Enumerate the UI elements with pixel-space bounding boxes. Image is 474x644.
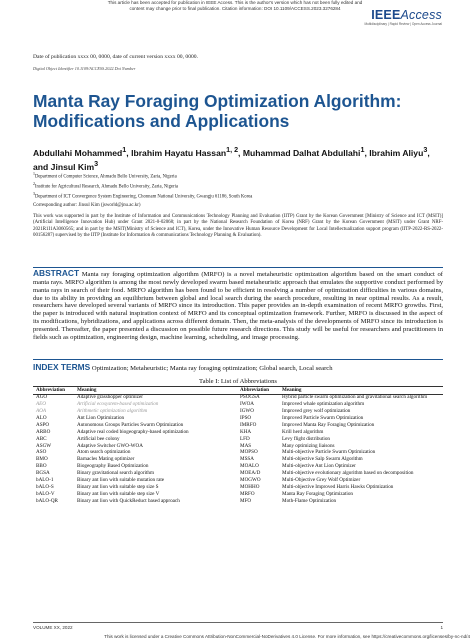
affiliation-sup: 2 xyxy=(33,181,35,186)
meaning-cell: Improved Particle Swarm Optimization xyxy=(282,414,364,421)
abbreviation-cell: AGO xyxy=(36,394,48,401)
abbreviation-cell: MOEA/D xyxy=(240,470,261,477)
abbreviation-cell: bALO-S xyxy=(36,483,54,490)
abbreviation-cell: MRFO xyxy=(240,490,255,497)
logo-ieee: IEEE xyxy=(371,8,401,22)
abbreviation-cell: ALO xyxy=(36,414,47,421)
accepted-notice-line2: content may change prior to final publication. Citation information: DOI 10.1109/ACCESS.2023.3276284 xyxy=(129,6,341,11)
abbreviation-cell: ABC xyxy=(36,435,47,442)
meaning-cell: Binary ant lion with suitable mutation rate xyxy=(77,476,165,483)
affiliations xyxy=(33,171,443,201)
table-body xyxy=(33,395,443,505)
author-name: Abdullahi Mohammed xyxy=(33,147,123,158)
abbreviation-cell: BBO xyxy=(36,463,47,470)
paper-title: Manta Ray Foraging Optimization Algorithm: Modifications and Applications xyxy=(33,91,402,131)
author-name: Muhammad Dalhat Abdullahi xyxy=(242,147,361,158)
affiliation-item xyxy=(33,181,443,191)
logo-wordmark xyxy=(365,8,442,22)
accepted-notice xyxy=(100,0,370,12)
corresponding-author: Corresponding author: Jinsul Kim (jsworld@jnu.ac.kr) xyxy=(33,203,141,208)
footer-rule xyxy=(33,622,443,623)
abbreviation-cell: bALO-1 xyxy=(36,476,54,483)
publication-date: Date of publication xxxx 00, 0000, date of current version xxxx 00, 0000. xyxy=(33,54,198,60)
meaning-cell: Artificial bee colony xyxy=(77,435,120,442)
abbreviation-cell: MOALO xyxy=(240,463,259,470)
table-row xyxy=(33,409,443,415)
meaning-cell: Krill herd algorithm xyxy=(282,428,324,435)
table-header-row xyxy=(33,387,443,394)
row-spacer xyxy=(33,504,443,505)
page-number: 1 xyxy=(440,625,443,630)
affiliation-item xyxy=(33,171,443,181)
meaning-cell: Moth-Flame Optimization xyxy=(282,497,337,504)
abbreviation-cell: ARBO xyxy=(36,428,51,435)
meaning-cell: Binary ant lion with suitable step size S xyxy=(77,483,159,490)
abbreviation-cell: bALO-V xyxy=(36,490,55,497)
meaning-cell: Biogeography Based Optimization xyxy=(77,463,149,470)
abbreviation-cell: IGWO xyxy=(240,408,254,415)
meaning-cell: Improved grey wolf optimization xyxy=(282,408,351,415)
table-row xyxy=(33,416,443,422)
meaning-cell: Improved whale optimization algorithm xyxy=(282,401,365,408)
abbreviation-cell: MOGWO xyxy=(240,476,261,483)
accepted-notice-line1: This article has been accepted for publication in IEEE Access. This is the author's version which has not been fully edited and xyxy=(107,0,363,5)
abbreviation-cell: MFO xyxy=(240,497,252,504)
index-terms-text: Optimization; Metaheuristic; Manta ray foraging optimization; Global search, Local search xyxy=(91,365,333,372)
table-row xyxy=(33,499,443,505)
header-abbreviation: Abbreviation xyxy=(36,387,66,393)
author-name: Ibrahim Aliyu xyxy=(369,147,424,158)
abbreviation-cell: KHA xyxy=(240,428,252,435)
logo-tagline: Multidisciplinary | Rapid Review | Open Access Journal xyxy=(364,22,442,26)
author-sup: 3 xyxy=(94,159,99,168)
author-name: Jinsul Kim xyxy=(50,161,95,172)
abstract-label: ABSTRACT xyxy=(33,268,80,278)
author-sup: 1 xyxy=(360,146,365,154)
section-divider-bottom xyxy=(33,359,443,360)
table-row xyxy=(33,437,443,443)
affiliation-text: Department of ICT Convergence System Engineering, Chonnam National University, Gwangju 61186, South Korea xyxy=(34,194,253,200)
meaning-cell: Autonomous Groups Particles Swarm Optimization xyxy=(77,421,184,428)
meaning-cell: Adaptive real coded biogeography-based optimization xyxy=(77,428,189,435)
funding-statement: This work was supported in part by the Institute of Information and Communications Technology Planning and Evaluation (IITP) Grant by the Korean Government [Ministry of Science and ICT (MSIT)] (Artificial Intelligence Innovation Hub) under Grant 2021-0-02068; in part by the National Research Foundation of Korea (NRF) Grant by the Korean Government (MSIT) under Grant NRF-2021R1I1A3060565; and in part by the MSIT(Ministry of Science and ICT), Korea, under the Innovative Human Resource Development for Local Intellectualization support program (IITP-2022-RS-2022-00156287) supervised by the IITP (Institute for Information & communications Technology Planning & Evaluation). xyxy=(33,214,443,238)
index-terms xyxy=(33,363,443,373)
header-abbreviation: Abbreviation xyxy=(240,387,270,393)
meaning-cell: Barnacles Mating optimizer xyxy=(77,456,135,463)
abbreviation-cell: IWOA xyxy=(240,401,254,408)
abbreviation-cell: BMO xyxy=(36,456,48,463)
logo-access: Access xyxy=(400,8,442,22)
table-row xyxy=(33,423,443,429)
meaning-cell: Binary ant lion with suitable step size V xyxy=(77,490,160,497)
table-row xyxy=(33,430,443,436)
meaning-cell: Multi-objective evolutionary algorithm based on decomposition xyxy=(282,470,414,477)
abbreviation-cell: IPSO xyxy=(240,414,252,421)
author-sup: 1 xyxy=(122,146,127,154)
abbreviation-cell: MAS xyxy=(240,442,252,449)
index-terms-label: INDEX TERMS xyxy=(33,362,91,372)
meaning-cell: Multi-objective Particle Swarm Optimization xyxy=(282,449,376,456)
meaning-cell: Levy flight distribution xyxy=(282,435,330,442)
abbreviation-cell: LFD xyxy=(240,435,250,442)
table-caption: Table I: List of Abbreviations xyxy=(199,378,277,385)
meaning-cell: Multi-objective Ant Lion Optimizer xyxy=(282,463,356,470)
doi-line: Digital Object Identifier 10.1109/ACCESS.2022.Doi Number xyxy=(33,66,136,71)
abbreviation-cell: PSOGSA xyxy=(240,394,260,401)
affiliation-text: Institute for Agricultural Research, Ahmadu Bello University, Zaria, Nigeria xyxy=(34,184,178,190)
meaning-cell: Atom search optimization xyxy=(77,449,131,456)
abstract xyxy=(33,270,443,342)
abbreviation-cell: BGSA xyxy=(36,470,50,477)
abbreviation-cell: bALO-QR xyxy=(36,497,58,504)
author-sup: 1, 2 xyxy=(226,146,239,154)
meaning-cell: Manta Ray Foraging Optimization xyxy=(282,490,353,497)
license-notice: This work is licensed under a Creative Commons Attribution-NonCommercial-NoDerivatives 4.0 License. For more information, see https://creativecommons.org/licenses/by-nc-nd/4 xyxy=(104,634,470,639)
abbreviations-table xyxy=(33,386,443,506)
table-row xyxy=(33,478,443,484)
header-meaning: Meaning xyxy=(77,387,97,393)
abbreviation-cell: MSSA xyxy=(240,456,255,463)
ieee-access-logo xyxy=(365,8,442,26)
meaning-cell: Adaptive Switcher GWO-WOA xyxy=(77,442,143,449)
affiliation-item xyxy=(33,191,443,201)
abbreviation-cell: ASGW xyxy=(36,442,52,449)
abbreviation-cell: MOHHO xyxy=(240,483,260,490)
header-meaning: Meaning xyxy=(282,387,302,393)
meaning-cell: Adaptive grasshopper optimizer xyxy=(77,394,143,401)
meaning-cell: Improved Manta Ray Foraging Optimization xyxy=(282,421,375,428)
abstract-text: Manta ray foraging optimization algorithm (MRFO) is a novel metaheuristic optimization algorithm based on the smart conduct of manta rays. MRFO algorithm is among the most newly developed swarm based metaheuristic approach that emulates the supportive conduct performed by manta rays in search of their food. MRFO algorithm has been found to be efficient in resolving a number of optimization difficulties in various domains, due to its ability in providing an equilibrium between global and local search during the search procedure, resulting in near optimal results. As a result, researchers have developed several variants of MRFO since its introduction. This paper provides an in-depth examination of recent MRFO growths. First, the paper is introduced with natural inspiration context of MRFO and its conceptual optimization framework. Further, MRFO is discussed in the aspect of its modifications, hybridizations, and applications across different domain. Then, the meta-analysis of the developments of MRFO since its introduction is presented. Thereafter, the paper presented a discussion on possible future research directions. This study will be useful for researchers and practitioners in fields such as optimization, engineering design, machine learning, scheduling, and image processing. xyxy=(33,271,443,341)
abbreviation-cell: IMRFO xyxy=(240,421,257,428)
author-list: Abdullahi Mohammed$^1$, Ibrahim Hayatu Hassan$^{1, 2}$, Muhammad Dalhat Abdullahi$^1$, Ibrahim Aliyu$^3$, and Jinsul Kim$^3$ xyxy=(33,146,430,172)
abbreviation-cell: ASO xyxy=(36,449,47,456)
affiliation-sup: 1 xyxy=(33,172,35,176)
volume-label: VOLUME XX, 2022 xyxy=(33,625,73,630)
meaning-cell: Hybrid particle swarm optimization and gravitational search algorithm xyxy=(282,394,428,401)
meaning-cell: Multi-Objective Grey Wolf Optimizer xyxy=(282,476,361,483)
abbreviation-cell: MOPSO xyxy=(240,449,258,456)
meaning-cell: Multi-objective Salp Swarm Algorithm xyxy=(282,456,363,463)
abbreviation-cell: AEO xyxy=(36,401,46,408)
affiliation-text: Department of Computer Science, Ahmadu Bello University, Zaria, Nigeria xyxy=(34,174,177,180)
section-divider-top xyxy=(33,267,443,268)
meaning-cell: Binary ant lion with QuickReduct based approach xyxy=(77,497,180,504)
abbreviation-cell: ASPO xyxy=(36,421,50,428)
meaning-cell: Ant Lion Optimization xyxy=(77,414,125,421)
author-sup: 3 xyxy=(423,146,428,154)
affiliation-sup: 3 xyxy=(33,191,35,196)
meaning-cell: Multi-objective Improved Harris Hawks Optimization xyxy=(282,483,394,490)
author-name: Ibrahim Hayatu Hassan xyxy=(131,147,227,158)
table-row xyxy=(33,485,443,491)
meaning-cell: Arithmetic optimization algorithm xyxy=(77,408,148,415)
table-row xyxy=(33,492,443,498)
meaning-cell: Binary gravitational search algorithm xyxy=(77,470,154,477)
meaning-cell: Many optimizing liaisons xyxy=(282,442,335,449)
meaning-cell: Artificial ecosystem-based optimization xyxy=(77,401,159,408)
abbreviation-cell: AOA xyxy=(36,408,46,415)
